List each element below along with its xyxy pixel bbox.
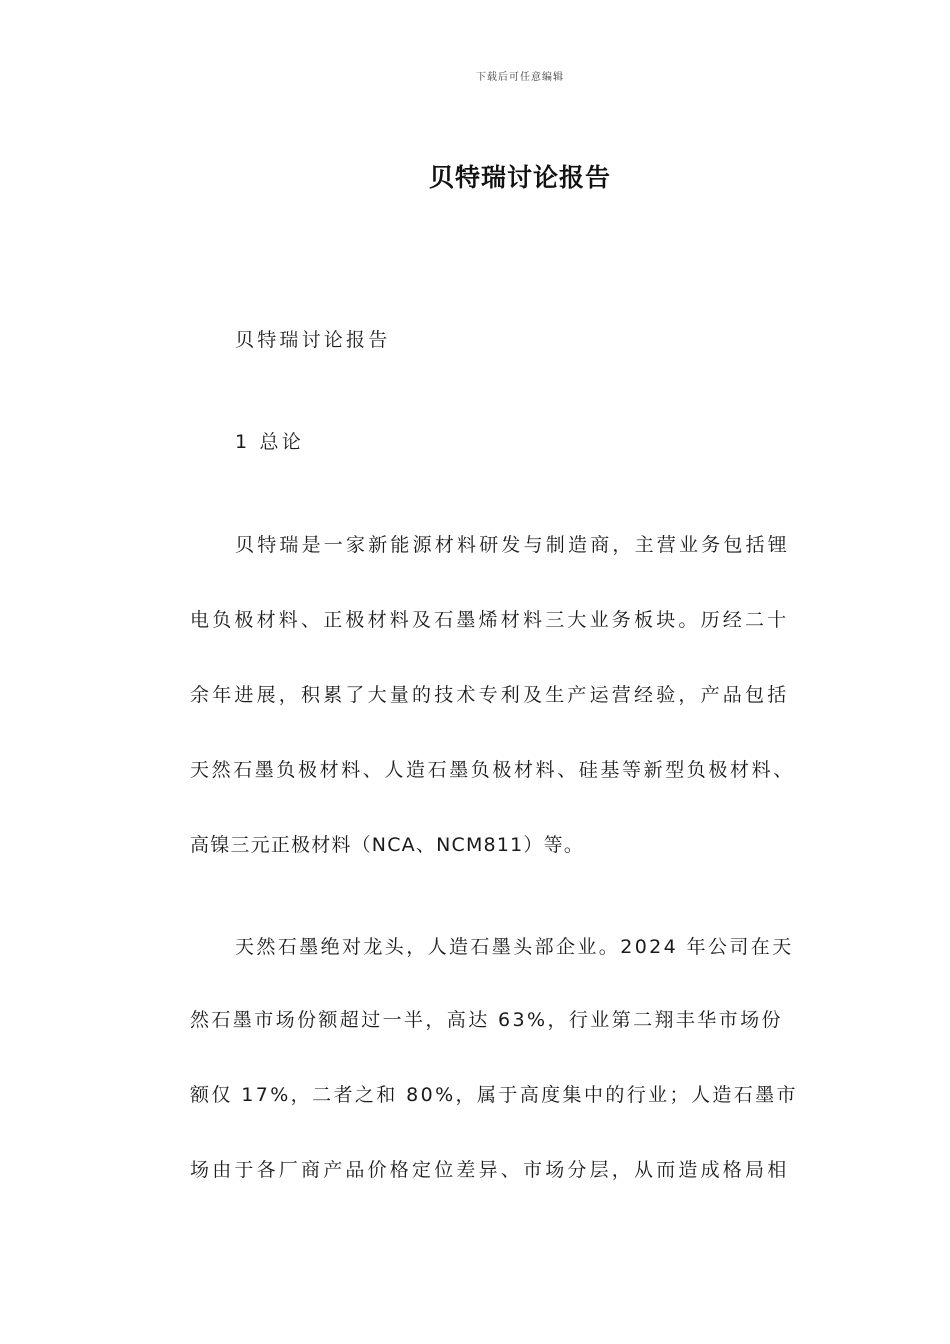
paragraph-line: 额仅 17%，二者之和 80%，属于高度集中的行业；人造石墨市	[190, 1084, 798, 1106]
paragraph-line: 余年进展，积累了大量的技术专利及生产运营经验，产品包括	[190, 684, 790, 706]
subtitle-line: 贝特瑞讨论报告	[235, 329, 391, 351]
section-heading: 1 总论	[235, 431, 304, 453]
document-title: 贝特瑞讨论报告	[428, 163, 611, 192]
header-note: 下载后可任意编辑	[476, 72, 564, 83]
paragraph-line: 然石墨市场份额超过一半，高达 63%，行业第二翔丰华市场份	[190, 1009, 783, 1031]
paragraph-line: 高镍三元正极材料（NCA、NCM811）等。	[190, 834, 585, 856]
paragraph-line: 天然石墨绝对龙头，人造石墨头部企业。2024 年公司在天	[235, 936, 794, 958]
paragraph-line: 场由于各厂商产品价格定位差异、市场分层，从而造成格局相	[190, 1159, 790, 1181]
paragraph-line: 电负极材料、正极材料及石墨烯材料三大业务板块。历经二十	[190, 609, 790, 631]
paragraph-line: 贝特瑞是一家新能源材料研发与制造商，主营业务包括锂	[235, 534, 791, 556]
paragraph-line: 天然石墨负极材料、人造石墨负极材料、硅基等新型负极材料、	[190, 759, 795, 781]
